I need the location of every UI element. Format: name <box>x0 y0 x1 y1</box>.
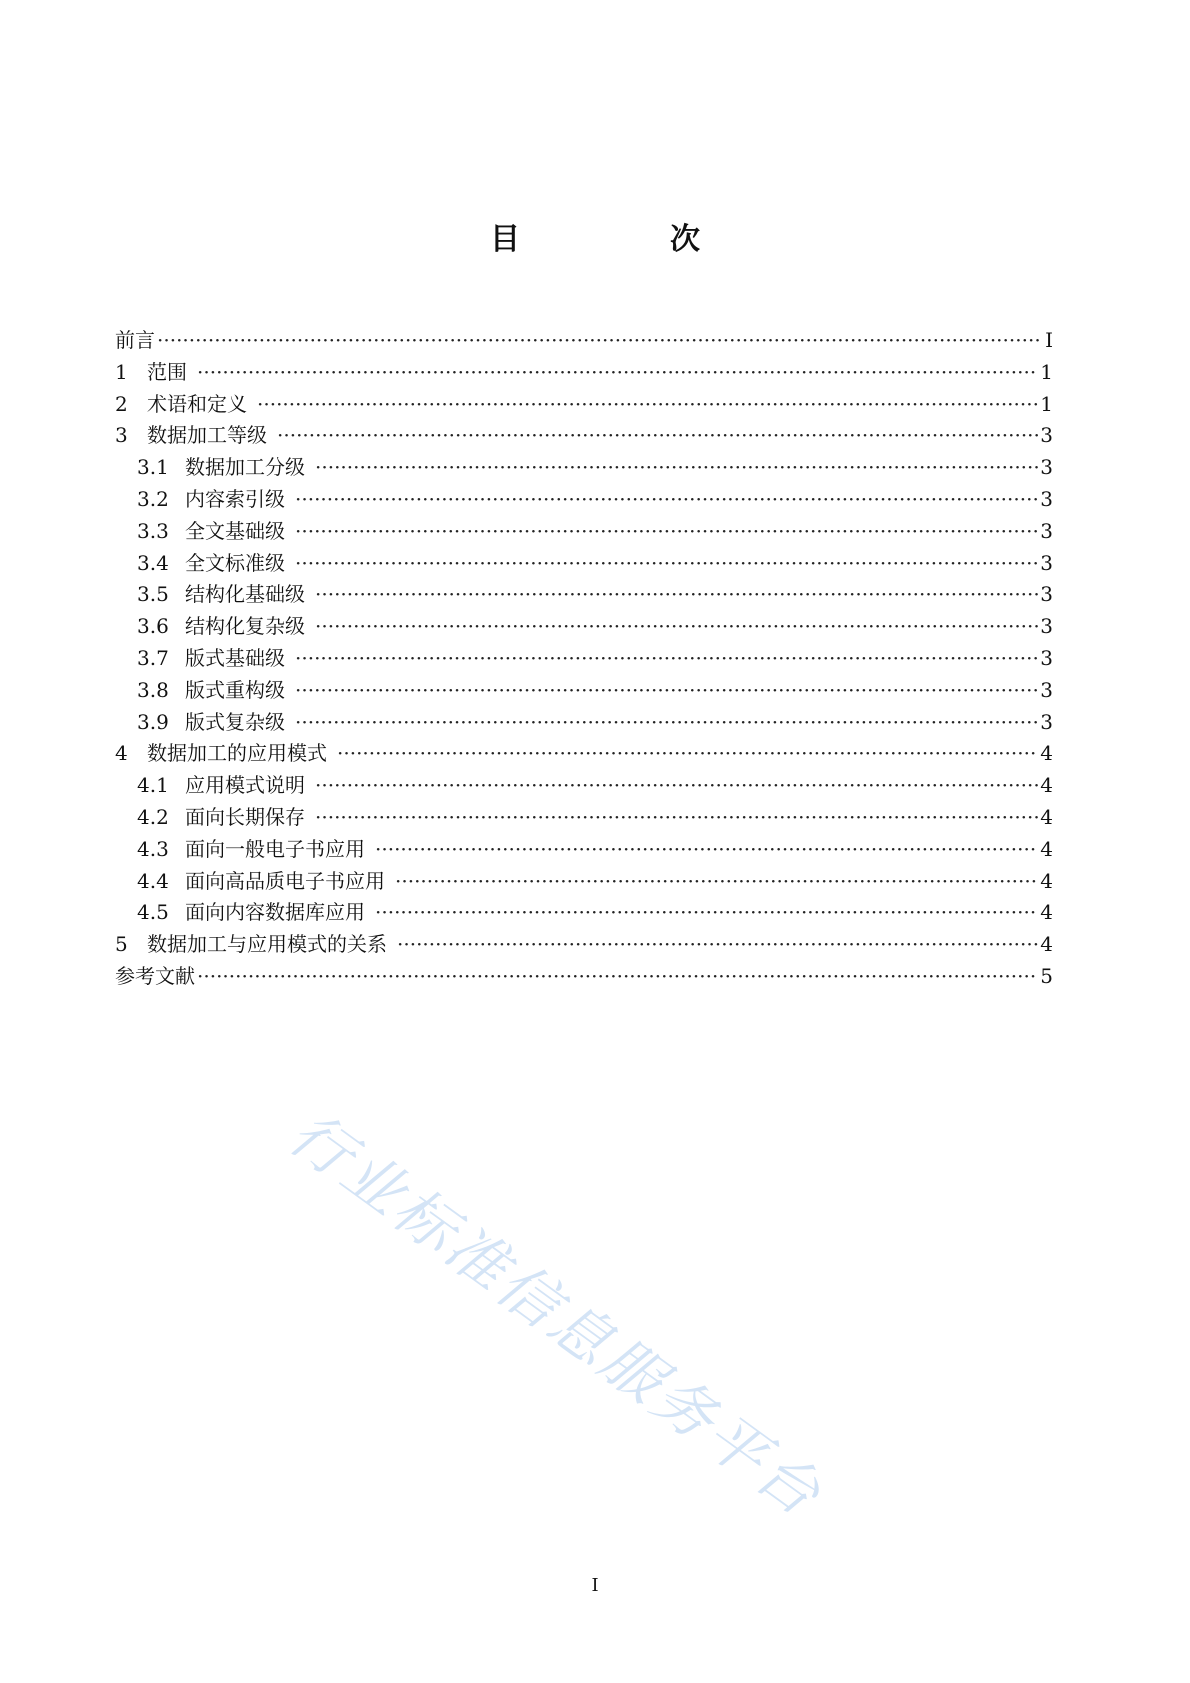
toc-leader-dots <box>375 834 1038 866</box>
toc-entry-number: 2 <box>115 391 128 416</box>
page-number: I <box>591 1575 599 1596</box>
toc-entry[interactable] <box>115 770 1053 802</box>
toc-entry[interactable] <box>115 579 1053 611</box>
toc-entry-label: 数据加工分级 <box>185 455 305 480</box>
toc-entry-label: 结构化复杂级 <box>185 614 305 639</box>
toc-leader-dots <box>197 961 1038 993</box>
toc-entry[interactable] <box>115 707 1053 739</box>
toc-entry[interactable] <box>115 611 1053 643</box>
toc-entry-label: 结构化基础级 <box>185 582 305 607</box>
toc-leader-dots <box>197 357 1038 389</box>
toc-entry-label: 全文基础级 <box>185 518 285 543</box>
toc-entry-number: 4.3 <box>137 836 169 861</box>
toc-entry-number: 4.4 <box>137 868 169 893</box>
toc-entry-label: 数据加工与应用模式的关系 <box>147 932 387 957</box>
toc-entry-number: 3.8 <box>137 677 169 702</box>
toc-entry-page: 4 <box>1040 868 1053 893</box>
toc-entry[interactable] <box>115 643 1053 675</box>
toc-entry-number: 3.3 <box>137 518 169 543</box>
toc-entry-page: 3 <box>1040 423 1053 448</box>
toc-entry-label: 应用模式说明 <box>185 773 305 798</box>
toc-leader-dots <box>337 738 1038 770</box>
toc-entry-label: 面向一般电子书应用 <box>185 836 365 861</box>
toc-entry-number: 5 <box>115 932 128 957</box>
toc-entry-label: 版式重构级 <box>185 677 285 702</box>
toc-leader-dots <box>375 897 1038 929</box>
toc-leader-dots <box>315 770 1038 802</box>
toc-entry-number: 3 <box>115 423 128 448</box>
toc-entry-page: 3 <box>1040 455 1053 480</box>
toc-entry-page: 3 <box>1040 518 1053 543</box>
toc-entry-page: 4 <box>1040 836 1053 861</box>
toc-leader-dots <box>295 675 1038 707</box>
toc-entry-page: 3 <box>1040 550 1053 575</box>
toc-entry[interactable] <box>115 357 1053 389</box>
toc-entry-page: 4 <box>1040 932 1053 957</box>
toc-entry[interactable] <box>115 961 1053 993</box>
toc-entry-number: 3.4 <box>137 550 169 575</box>
toc-entry-label: 全文标准级 <box>185 550 285 575</box>
toc-entry-number: 3.1 <box>137 455 169 480</box>
toc-entry-page: 3 <box>1040 614 1053 639</box>
toc-entry-number: 3.9 <box>137 709 169 734</box>
toc-leader-dots <box>315 579 1038 611</box>
toc-entry-label: 数据加工的应用模式 <box>147 741 327 766</box>
toc-entry[interactable] <box>115 738 1053 770</box>
toc-entry[interactable] <box>115 929 1053 961</box>
toc-entry-number: 1 <box>115 359 128 384</box>
toc-leader-dots <box>295 516 1038 548</box>
toc-entry-page: 1 <box>1040 359 1053 384</box>
toc-entry-label: 术语和定义 <box>147 391 247 416</box>
toc-entry[interactable] <box>115 897 1053 929</box>
toc-entry[interactable] <box>115 325 1053 357</box>
toc-entry[interactable] <box>115 548 1053 580</box>
toc-entry[interactable] <box>115 802 1053 834</box>
toc-leader-dots <box>277 420 1038 452</box>
toc-leader-dots <box>295 643 1038 675</box>
toc-entry-label: 内容索引级 <box>185 486 285 511</box>
toc-entry-page: 4 <box>1040 741 1053 766</box>
toc-entry-label: 面向高品质电子书应用 <box>185 868 385 893</box>
toc-entry-number: 3.6 <box>137 614 169 639</box>
toc-entry-page: 3 <box>1040 677 1053 702</box>
toc-leader-dots <box>315 452 1038 484</box>
toc-title: 目 次 <box>490 222 760 257</box>
toc-entry-number: 3.2 <box>137 486 169 511</box>
toc-entry-page: 3 <box>1040 645 1053 670</box>
toc-entry[interactable] <box>115 389 1053 421</box>
toc-entry-page: 3 <box>1040 486 1053 511</box>
toc-entry-number: 4.1 <box>137 773 169 798</box>
toc-entry-page: I <box>1045 328 1053 352</box>
toc-entry[interactable] <box>115 484 1053 516</box>
toc-leader-dots <box>295 484 1038 516</box>
toc-entry-number: 4.5 <box>137 900 169 925</box>
toc-leader-dots <box>295 707 1038 739</box>
toc-entry-page: 1 <box>1040 391 1053 416</box>
toc-entry-number: 3.5 <box>137 582 169 607</box>
toc-entry-number: 4 <box>115 741 128 766</box>
toc-entry-number: 4.2 <box>137 804 169 829</box>
toc-entry-page: 4 <box>1040 773 1053 798</box>
toc-entry-label: 参考文献 <box>115 963 195 988</box>
toc-entry[interactable] <box>115 420 1053 452</box>
toc-entry[interactable] <box>115 866 1053 898</box>
toc-entry-page: 4 <box>1040 900 1053 925</box>
toc-entry-page: 4 <box>1040 804 1053 829</box>
toc-entry-label: 前言 <box>115 328 155 352</box>
toc-entry-label: 面向内容数据库应用 <box>185 900 365 925</box>
toc-entry-label: 面向长期保存 <box>185 804 305 829</box>
toc-entry-label: 范围 <box>147 359 187 384</box>
toc-entry-label: 版式基础级 <box>185 645 285 670</box>
toc-leader-dots <box>315 611 1038 643</box>
toc-entry-page: 3 <box>1040 709 1053 734</box>
toc-entry[interactable] <box>115 834 1053 866</box>
table-of-contents <box>115 325 1053 993</box>
toc-entry-page: 3 <box>1040 582 1053 607</box>
watermark: 行业标准信息服务平台 <box>276 1098 836 1532</box>
toc-leader-dots <box>257 389 1038 421</box>
toc-leader-dots <box>157 325 1041 357</box>
toc-entry-label: 版式复杂级 <box>185 709 285 734</box>
toc-entry[interactable] <box>115 452 1053 484</box>
toc-leader-dots <box>315 802 1038 834</box>
toc-leader-dots <box>295 548 1038 580</box>
toc-leader-dots <box>395 866 1038 898</box>
toc-entry-number: 3.7 <box>137 645 169 670</box>
toc-entry-page: 5 <box>1040 963 1053 988</box>
toc-entry-label: 数据加工等级 <box>147 423 267 448</box>
toc-entry[interactable] <box>115 516 1053 548</box>
toc-leader-dots <box>397 929 1038 961</box>
toc-entry[interactable] <box>115 675 1053 707</box>
